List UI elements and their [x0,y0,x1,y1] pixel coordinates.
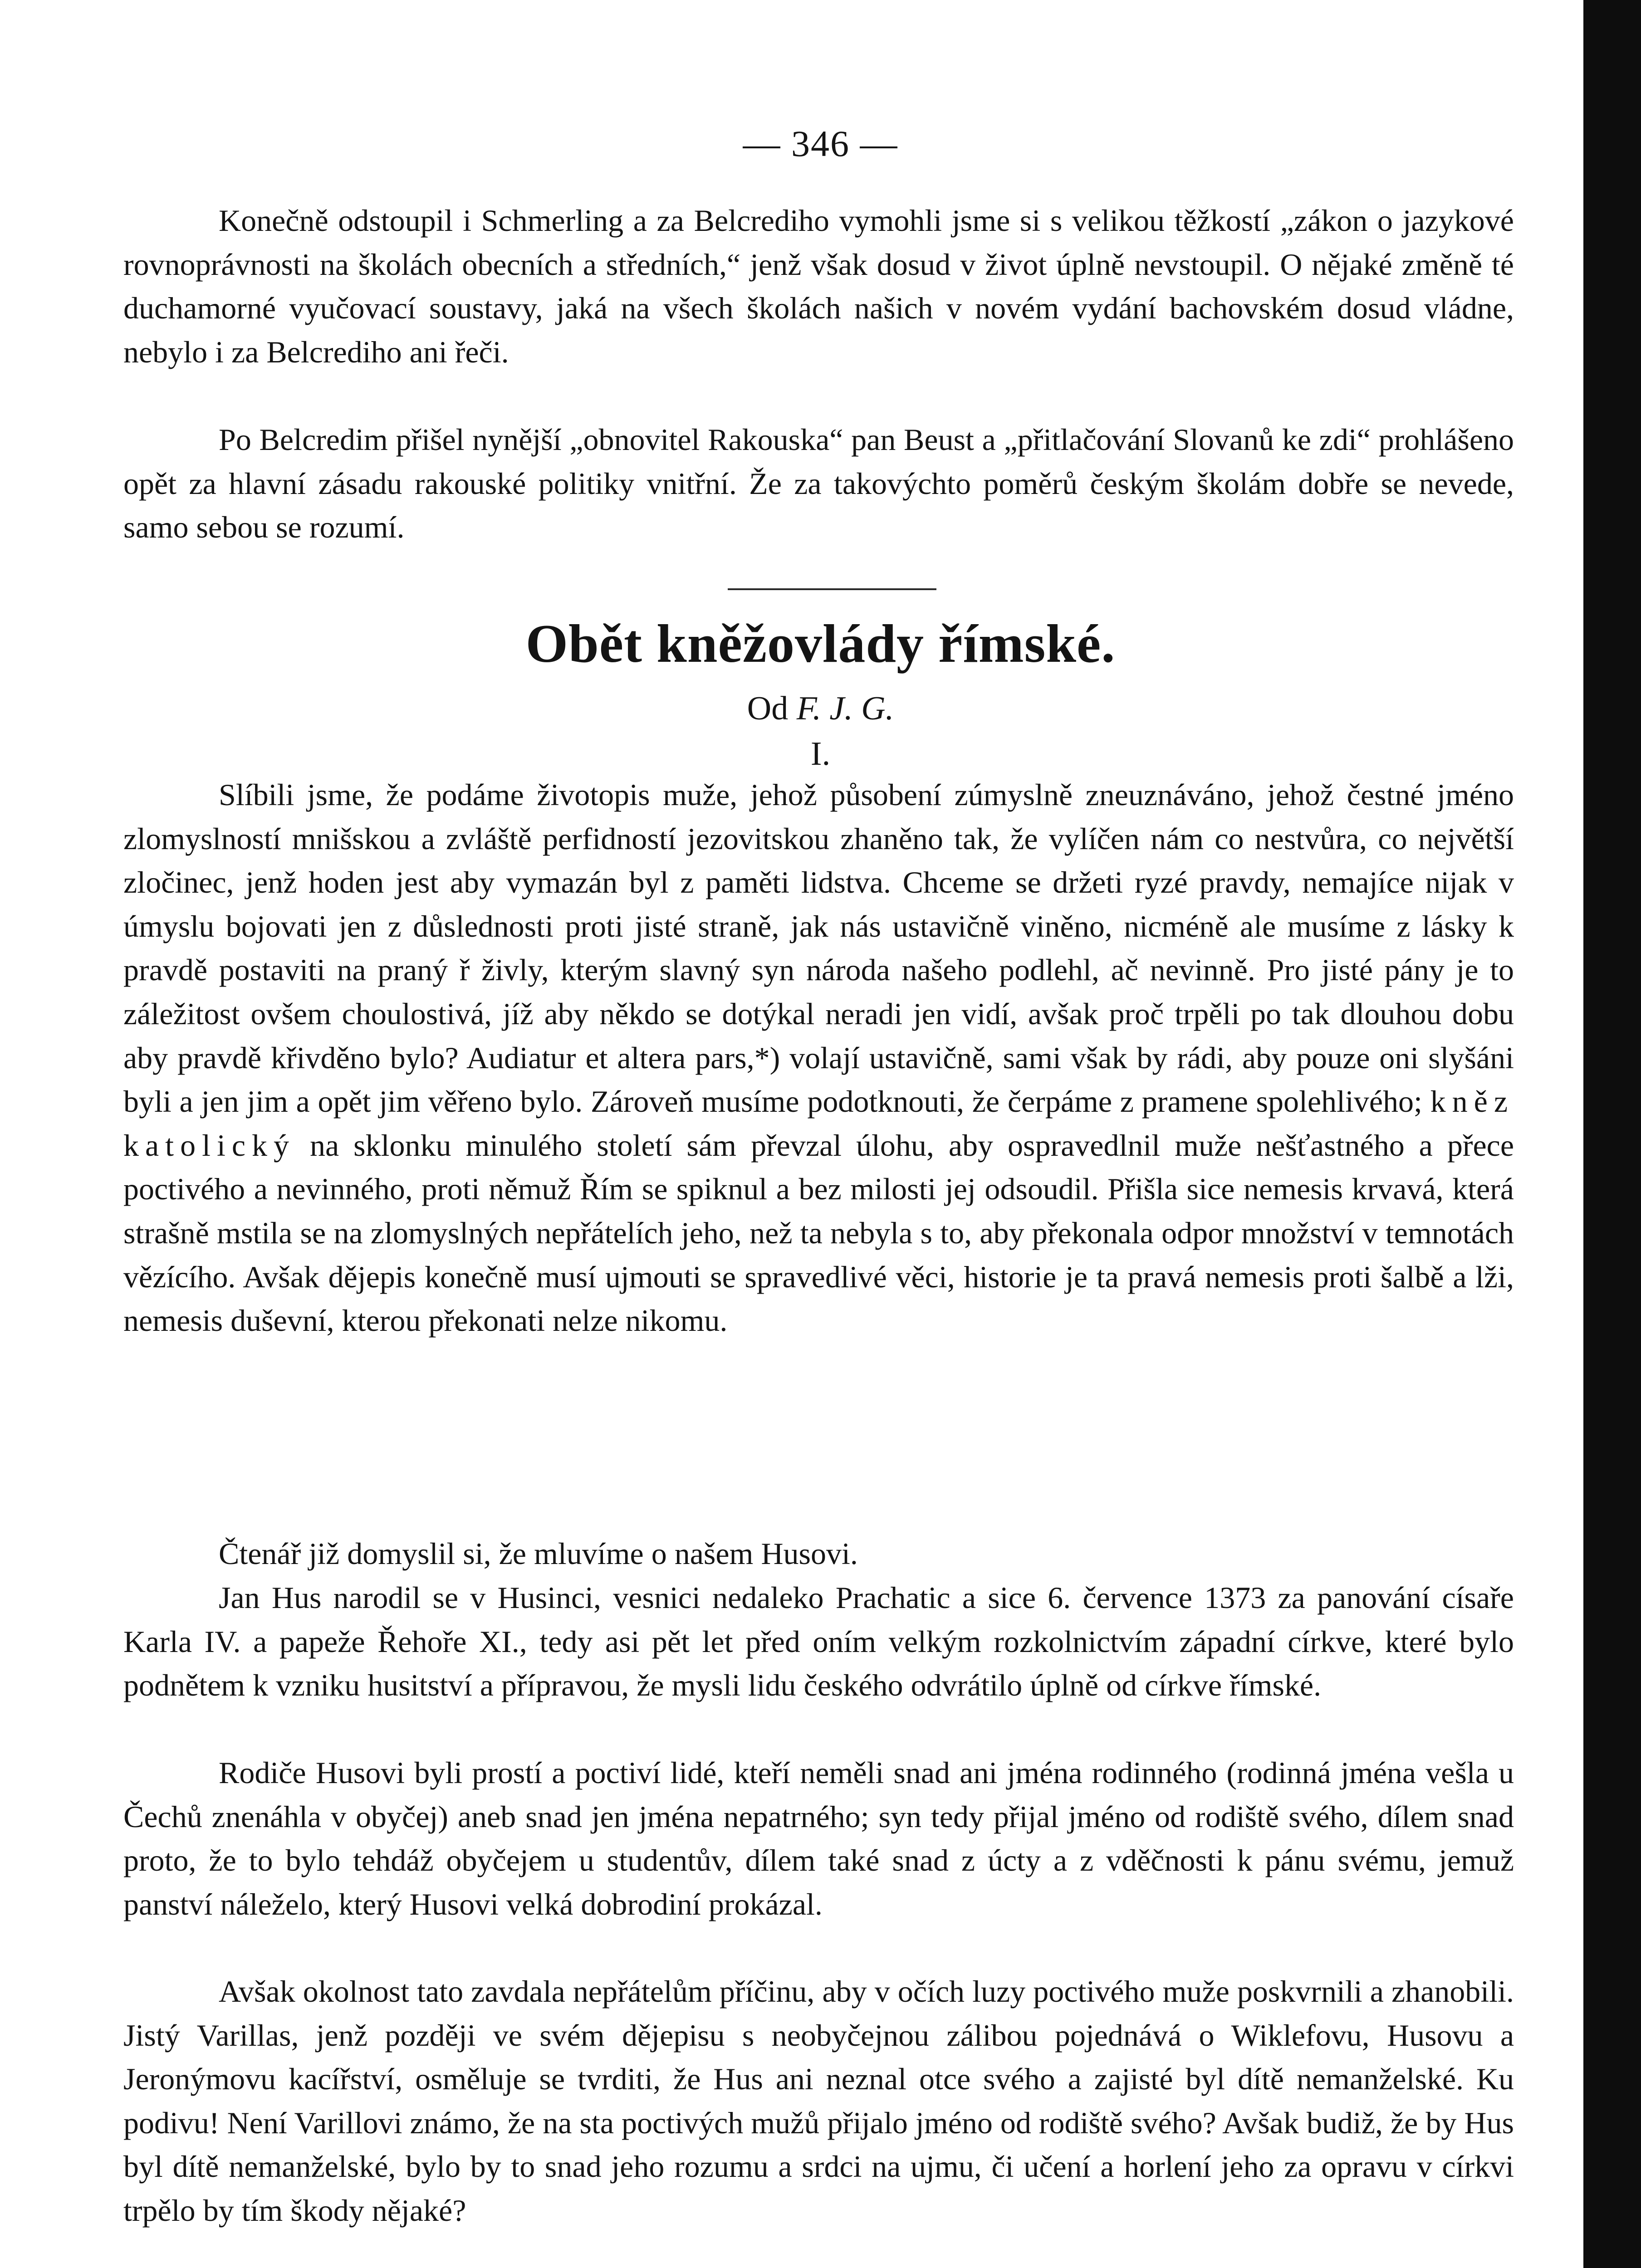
byline-initials: F. J. G. [796,690,894,727]
article-paragraph-1 [123,773,1514,1343]
page-number: — 346 — [743,123,898,164]
article-paragraph-5: Avšak okolnost tato zavdala nepřátelům příčinu, aby v očích luzy poctivého muže poskvrnili a zhanobili. Jistý Varillas, jenž později ve svém dějepisu s neobyčejnou zálibou pojednává o Wiklefovu, Husovu a Jeronýmovu kacířství, osměluje se tvrditi, že Hus ani neznal otce svého a zajisté byl dítě nemanželské. Ku podivu! Není Varillovi známo, že na sta poctivých mužů přijalo jméno od rodiště svého? Avšak budiž, že by Hus byl dítě nemanželské, bylo by to snad jeho rozumu a srdci na ujmu, či učení a horlení jeho za opravu v církvi trpělo by tím škody nějaké? [123,1974,1514,2228]
byline-prefix: Od [747,690,789,727]
intro-paragraph-2: Po Belcredim přišel nynější „obnovitel Rakouska“ pan Beust a „přitlačování Slovanů ke zdi“ prohlášeno opět za hlavní zásadu rakouské politiky vnitřní. Že za takovýchto poměrů českým školám dobře se nevede, samo sebou se rozumí. [123,422,1514,545]
scan-border [1583,0,1641,2268]
paragraph-1-emphasis: kněz katolický [123,1084,1514,1163]
article-paragraph-2: Čtenář již domyslil si, že mluvíme o našem Husovi. [219,1536,858,1571]
section-number: I. [810,735,831,772]
article-paragraph-4: Rodiče Husovi byli prostí a poctiví lidé, kteří neměli snad ani jména rodinného (rodinná jména vešla u Čechů znenáhla v obyčej) aneb snad jen jména nepatrného; syn tedy přijal jméno od rodiště svého, dílem snad proto, že to bylo tehdáž obyčejem u studentův, dílem také snad z úcty a z vděčnosti k pánu svému, jemuž panství náleželo, který Husovi velká dobrodiní prokázal. [123,1755,1514,1921]
byline [0,689,1641,728]
section-separator [728,588,936,590]
paragraph-1-text-a: Slíbili jsme, že podáme životopis muže, jehož působení zúmyslně zneuznáváno, jehož čestné jméno zlomyslností mnišskou a zvláště perfidností jezovitskou zhaněno tak, že vylíčen nám co nestvůra, co největší zločinec, jenž hoden jest aby vymazán byl z paměti lidstva. Chceme se držeti ryzé pravdy, nemajíce nijak v úmyslu bojovati jen z důslednosti proti jisté straně, jak nás ustavičně viněno, nicméně ale musíme z lásky k pravdě postaviti na praný ř živly, kterým slavný syn národa našeho podlehl, ač nevinně. Pro jisté pány je to záležitost ovšem choulostivá, jíž aby někdo se dotýkal neradi jen vidí, avšak proč trpěli po tak dlouhou dobu aby pravdě křivděno bylo? Audiatur et altera pars,*) volají ustavičně, sami však by rádi, aby pouze oni slyšáni byli a jen jim a opět jim věřeno bylo. Zároveň musíme podotknouti, že čerpáme z pramene spolehlivého; [123,777,1514,1119]
intro-paragraph-1: Konečně odstoupil i Schmerling a za Belcrediho vymohli jsme si s velikou těžkostí „zákon o jazykové rovnoprávnosti na školách obecních a středních,“ jenž však dosud v život úplně nevstoupil. O nějaké změně té duchamorné vyučovací soustavy, jaká na všech školách našich v novém vydání bachovském dosud vládne, nebylo i za Belcrediho ani řeči. [123,203,1514,369]
paragraph-1-text-b: na sklonku minulého století sám převzal úlohu, aby ospravedlnil muže nešťastného a přece poctivého a nevinného, proti němuž Řím se spiknul a bez milosti jej odsoudil. Přišla sice nemesis krvavá, která strašně mstila se na zlomyslných nepřátelích jeho, než ta nebyla s to, aby překonala odpor množství v temnotách vězícího. Avšak dějepis konečně musí ujmouti se spravedlivé věci, historie je ta pravá nemesis proti šalbě a lži, nemesis duševní, kterou překonati nelze nikomu. [123,1128,1514,1338]
article-title: Obět kněžovlády římské. [525,613,1116,674]
article-paragraph-3: Jan Hus narodil se v Husinci, vesnici nedaleko Prachatic a sice 6. července 1373 za panování císaře Karla IV. a papeže Řehoře XI., tedy asi pět let před oním velkým rozkolnictvím západní církve, které bylo podnětem k vzniku husitství a přípravou, že mysli lidu českého odvrátilo úplně od církve římské. [123,1580,1514,1703]
